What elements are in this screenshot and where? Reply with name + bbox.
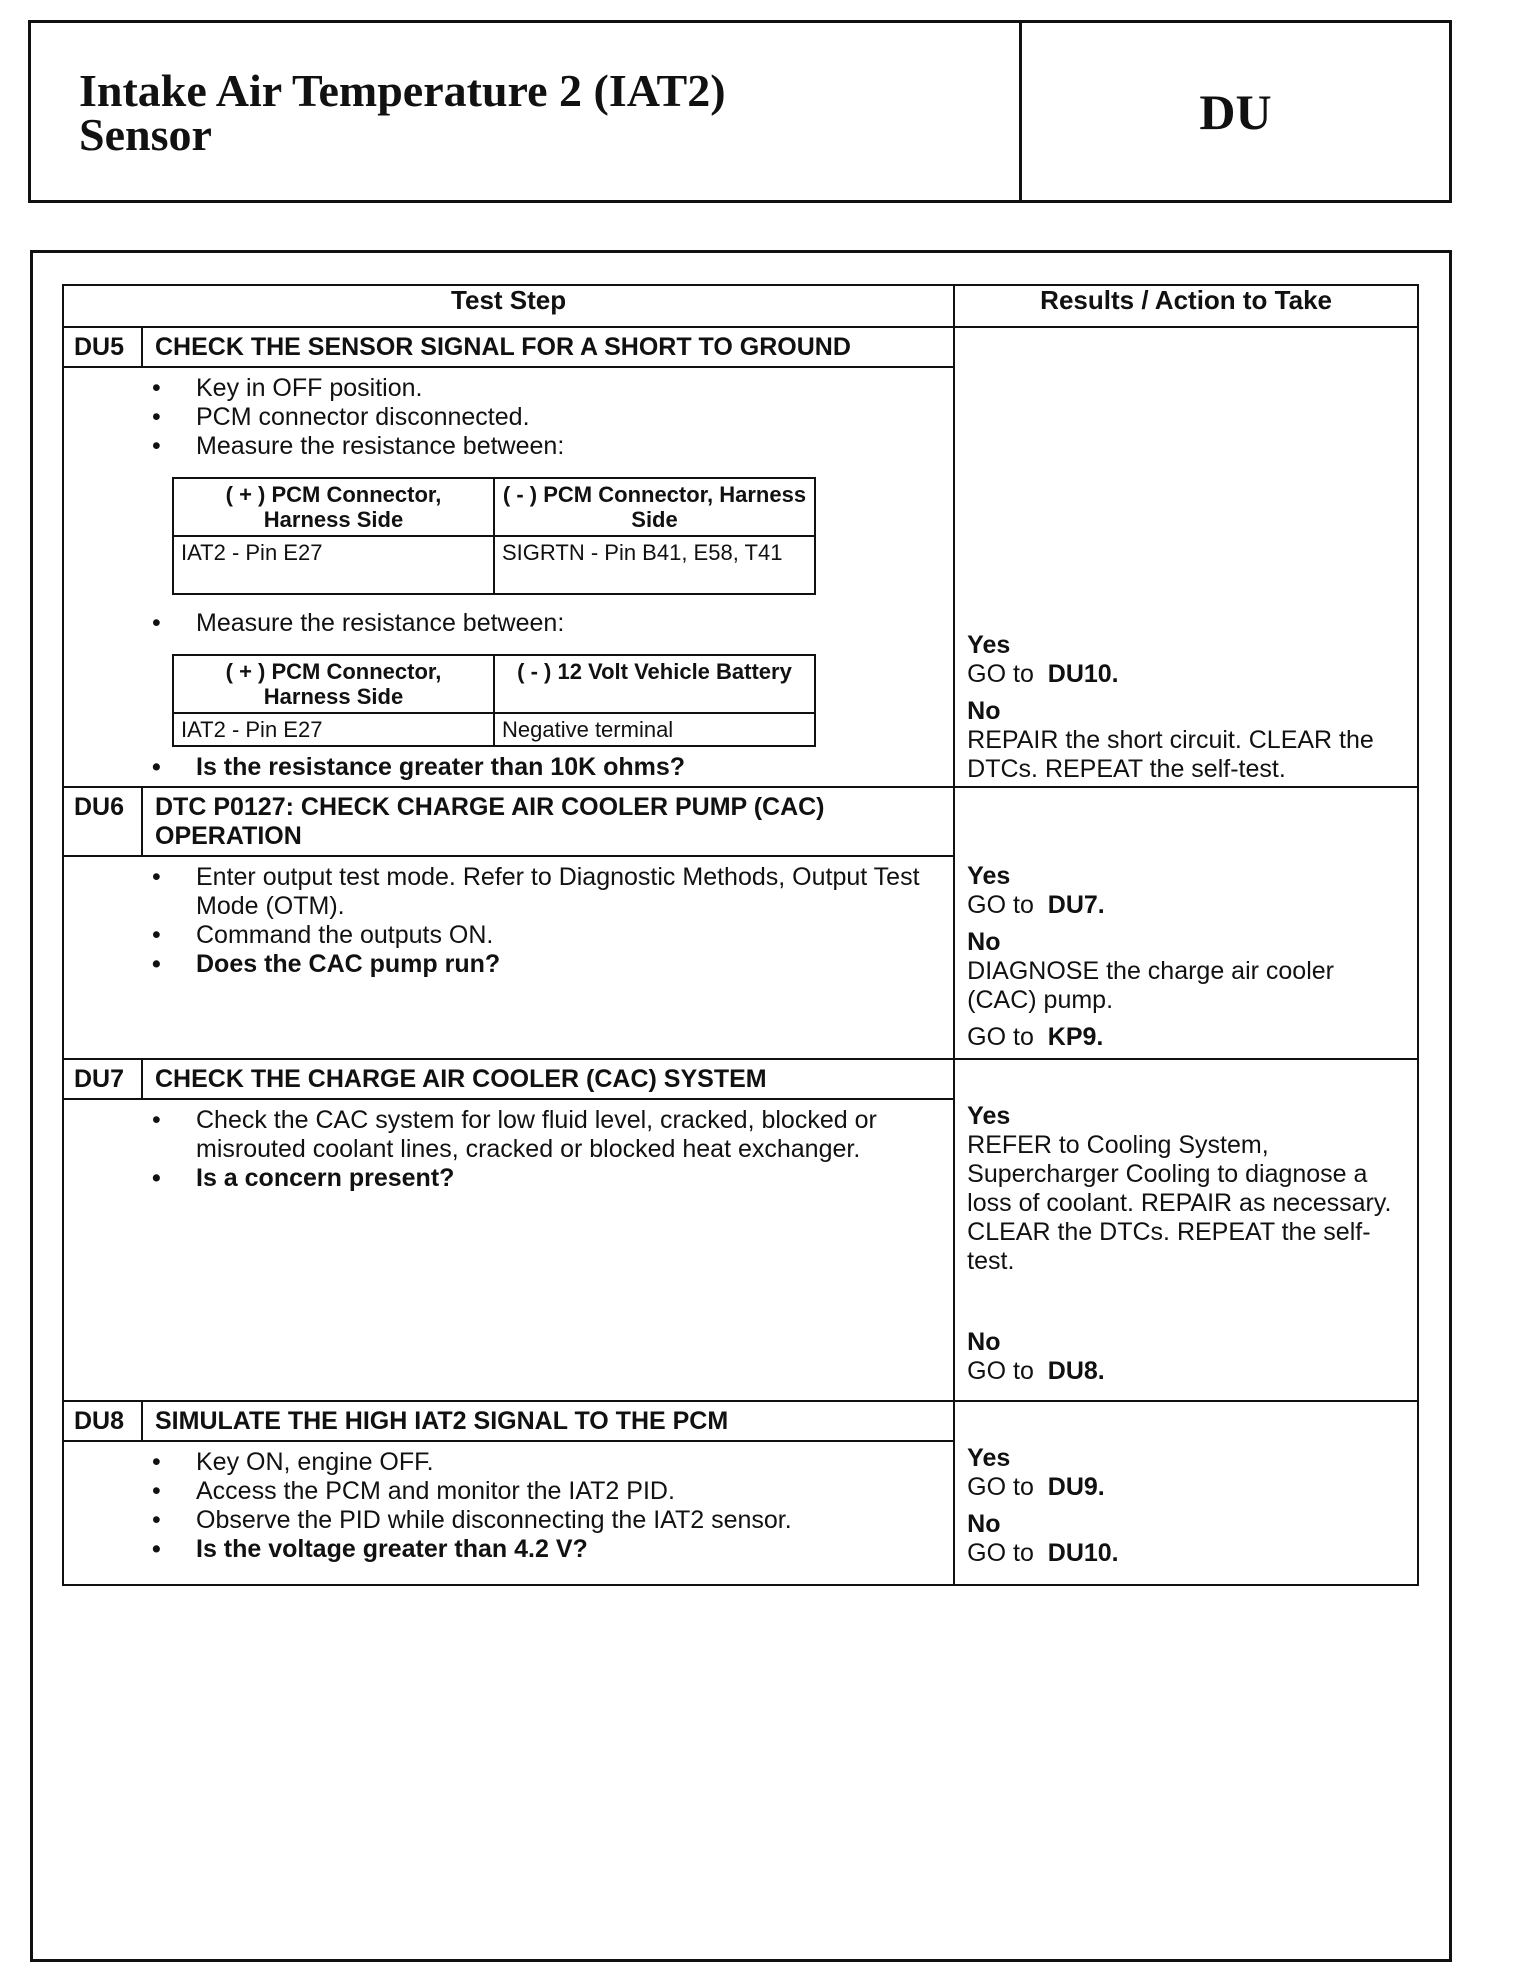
step-bullets (152, 1448, 943, 1564)
step-title: SIMULATE THE HIGH IAT2 SIGNAL TO THE PCM (155, 1407, 729, 1435)
yes-label: Yes (967, 1102, 1011, 1130)
bullet: • Check the CAC system for low fluid level, cracked, blocked or misrouted coolant lines, cracked or blocked heat exchanger. (152, 1106, 943, 1164)
no-label: No (967, 1510, 1001, 1538)
step-bullets (152, 753, 943, 782)
step-id: DU5 (64, 328, 143, 366)
question: • Is the resistance greater than 10K ohms? (152, 753, 943, 782)
step-cell (63, 1059, 954, 1401)
bullet: • Key in OFF position. (152, 374, 943, 403)
sub-cell: IAT2 - Pin E27 (173, 536, 494, 594)
sub-cell: SIGRTN - Pin B41, E58, T41 (494, 536, 815, 594)
bullet: • Access the PCM and monitor the IAT2 PID. (152, 1477, 943, 1506)
bullet: • Measure the resistance between: (152, 432, 943, 461)
step-row-du7 (63, 1059, 1418, 1401)
sub-cell: IAT2 - Pin E27 (173, 713, 494, 746)
step-id: DU7 (64, 1060, 143, 1098)
step-title: DTC P0127: CHECK CHARGE AIR COOLER PUMP (CAC) OPERATION (155, 793, 825, 850)
bullet: • Command the outputs ON. (152, 921, 943, 950)
step-bullets (152, 609, 943, 638)
col-header-test-step: Test Step (63, 285, 954, 327)
step-title: CHECK THE CHARGE AIR COOLER (CAC) SYSTEM (155, 1065, 767, 1093)
sub-header: ( - ) PCM Connector, Harness Side (494, 478, 815, 536)
step-bullets (152, 374, 943, 461)
test-step-table (62, 284, 1419, 1586)
yes-action: GO to DU9. (967, 1473, 1105, 1501)
no-action: REPAIR the short circuit. CLEAR the DTCs. REPEAT the self-test. (967, 726, 1374, 783)
bullet: • PCM connector disconnected. (152, 403, 943, 432)
bullet: • Measure the resistance between: (152, 609, 943, 638)
step-bullets (152, 863, 943, 979)
no-action: GO to DU8. (967, 1357, 1105, 1385)
yes-action: REFER to Cooling System, Supercharger Cooling to diagnose a loss of coolant. REPAIR as necessary. CLEAR the DTCs. REPEAT the self-test. (967, 1131, 1392, 1275)
sub-cell: Negative terminal (494, 713, 815, 746)
yes-action: GO to DU7. (967, 891, 1105, 919)
no-label: No (967, 928, 1001, 956)
title-line-2: Sensor (79, 109, 212, 160)
no-goto: GO to KP9. (967, 1023, 1104, 1051)
step-cell (63, 1401, 954, 1585)
page-title (31, 23, 1022, 200)
step-cell (63, 787, 954, 1059)
step-cell (63, 327, 954, 787)
result-cell (954, 1401, 1418, 1585)
table-header-row (63, 285, 1418, 327)
step-id: DU8 (64, 1402, 143, 1440)
step-title: CHECK THE SENSOR SIGNAL FOR A SHORT TO GROUND (155, 333, 851, 361)
question: • Does the CAC pump run? (152, 950, 943, 979)
question: • Is a concern present? (152, 1164, 943, 1193)
no-action: DIAGNOSE the charge air cooler (CAC) pump. (967, 957, 1334, 1014)
step-id: DU6 (64, 788, 143, 855)
question: • Is the voltage greater than 4.2 V? (152, 1535, 943, 1564)
yes-label: Yes (967, 1444, 1011, 1472)
no-label: No (967, 1328, 1001, 1356)
no-action: GO to DU10. (967, 1539, 1119, 1567)
sub-header: ( + ) PCM Connector, Harness Side (173, 478, 494, 536)
resistance-table-2 (172, 654, 816, 747)
bullet: • Observe the PID while disconnecting the IAT2 sensor. (152, 1506, 943, 1535)
title-line-1: Intake Air Temperature 2 (IAT2) (79, 65, 726, 116)
yes-label: Yes (967, 631, 1011, 659)
step-row-du5 (63, 327, 1418, 787)
yes-label: Yes (967, 862, 1011, 890)
page-header (28, 20, 1452, 203)
result-cell (954, 327, 1418, 787)
bullet: • Key ON, engine OFF. (152, 1448, 943, 1477)
sub-header: ( - ) 12 Volt Vehicle Battery (494, 655, 815, 713)
step-row-du6 (63, 787, 1418, 1059)
no-label: No (967, 697, 1001, 725)
section-code: DU (1199, 83, 1272, 140)
step-bullets (152, 1106, 943, 1193)
bullet: • Enter output test mode. Refer to Diagnostic Methods, Output Test Mode (OTM). (152, 863, 943, 921)
yes-action: GO to DU10. (967, 660, 1119, 688)
result-cell (954, 787, 1418, 1059)
result-cell (954, 1059, 1418, 1401)
sub-header: ( + ) PCM Connector, Harness Side (173, 655, 494, 713)
col-header-results: Results / Action to Take (954, 285, 1418, 327)
step-row-du8 (63, 1401, 1418, 1585)
resistance-table-1 (172, 477, 816, 595)
